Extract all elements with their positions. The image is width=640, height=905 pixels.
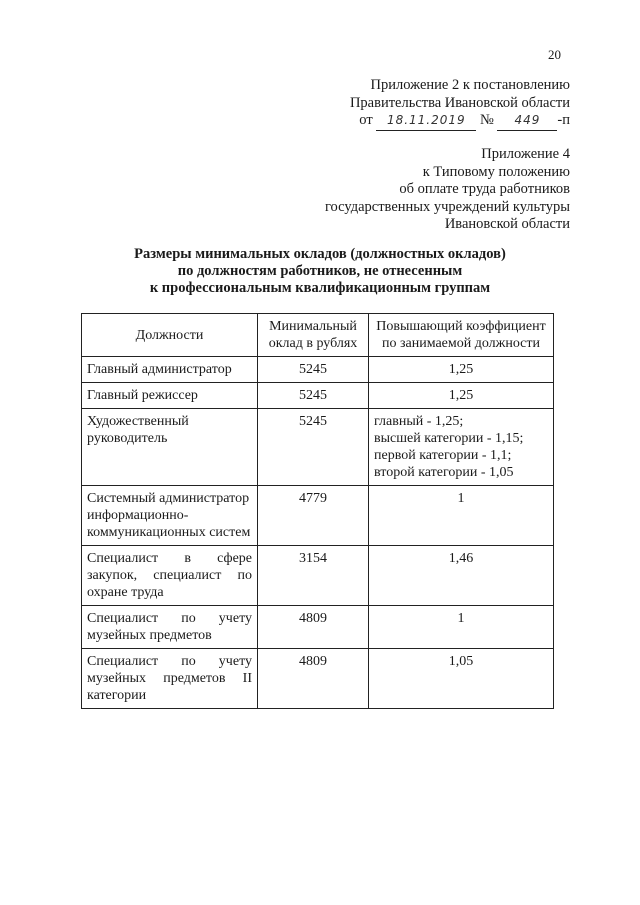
cell-position: Главный администратор [82, 357, 258, 383]
cell-coefficient: 1 [369, 606, 554, 649]
table-row [82, 649, 554, 709]
coefficient-line: высшей категории - 1,15; [374, 431, 524, 446]
cell-salary: 5245 [258, 409, 369, 486]
table-row [82, 606, 554, 649]
cell-coefficient: 1,46 [369, 546, 554, 606]
attachment-line-2: Правительства Ивановской области [349, 94, 570, 111]
cell-salary: 5245 [258, 383, 369, 409]
table-row [82, 409, 554, 486]
from-prefix: от [359, 112, 373, 128]
header-coefficient: Повышающий коэффициент по занимаемой должности [369, 314, 554, 357]
document-title [0, 246, 640, 297]
attachment-sub-line: Приложение 4 [481, 146, 570, 162]
cell-coefficient: 1,05 [369, 649, 554, 709]
cell-salary: 4809 [258, 649, 369, 709]
attachment-sub-line: Ивановской области [444, 216, 570, 232]
table-row [82, 486, 554, 546]
salary-table [81, 313, 554, 709]
attachment-sub [325, 146, 570, 234]
cell-salary: 5245 [258, 357, 369, 383]
attachment-line-1: Приложение 2 к постановлению [370, 77, 570, 93]
attachment-date-line [350, 112, 570, 131]
title-line: Размеры минимальных окладов (должностных окладов) [134, 246, 506, 262]
table-row [82, 546, 554, 606]
cell-coefficient: 1 [369, 486, 554, 546]
cell-position: Специалист по учету музейных предметов [82, 606, 258, 649]
attachment-sub-line: к Типовому положению [422, 163, 570, 180]
table-row [82, 383, 554, 409]
number-suffix: -п [557, 112, 570, 128]
cell-position: Главный режиссер [82, 383, 258, 409]
cell-coefficient: 1,25 [369, 383, 554, 409]
handwritten-date: 18.11.2019 [376, 112, 476, 131]
number-sign: № [479, 112, 494, 128]
cell-coefficient [369, 409, 554, 486]
table-row [82, 357, 554, 383]
cell-position: Специалист по учету музейных предметов II категории [82, 649, 258, 709]
coefficient-line: первой категории - 1,1; [374, 448, 512, 463]
handwritten-number: 449 [497, 112, 557, 131]
cell-salary: 4779 [258, 486, 369, 546]
cell-salary: 3154 [258, 546, 369, 606]
table-header-row [82, 314, 554, 357]
cell-salary: 4809 [258, 606, 369, 649]
title-line: по должностям работников, не отнесенным [177, 263, 463, 279]
header-position: Должности [82, 314, 258, 357]
cell-position: Специалист в сфере закупок, специалист по охране труда [82, 546, 258, 606]
attachment-sub-line: об оплате труда работников [399, 181, 570, 197]
title-line: к профессиональным квалификационным группам [149, 280, 491, 296]
coefficient-line: главный - 1,25; [374, 414, 464, 429]
cell-position: Художественный руководитель [82, 409, 258, 486]
attachment-sub-line: государственных учреждений культуры [324, 198, 570, 215]
attachment-main [350, 77, 570, 131]
page-number: 20 [548, 47, 561, 62]
cell-coefficient: 1,25 [369, 357, 554, 383]
cell-position: Системный администратор информационно-коммуникационных систем [82, 486, 258, 546]
coefficient-line: второй категории - 1,05 [374, 465, 514, 480]
header-salary: Минимальный оклад в рублях [258, 314, 369, 357]
